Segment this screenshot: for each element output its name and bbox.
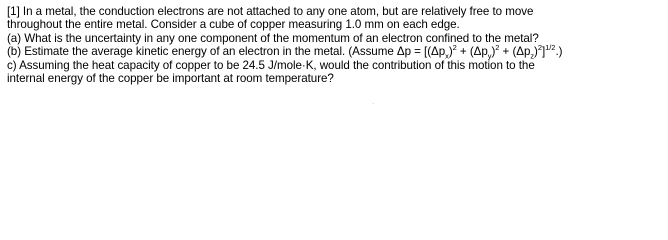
problem-intro-line-2: throughout the entire metal. Consider a cube of copper measuring 1.0 mm on each edge.	[7, 18, 460, 32]
part-c-question-line-1: c) Assuming the heat capacity of copper to be 24.5 J/mole·K, would the contribution of this motion to the	[7, 58, 535, 72]
part-a-question: (a) What is the uncertainty in any one component of the momentum of an electron confined to the metal?	[7, 31, 539, 45]
faint-scan-mark: -	[372, 99, 375, 108]
problem-intro-line-1: [1] In a metal, the conduction electrons are not attached to any one atom, but are relatively free to move	[7, 5, 534, 18]
part-b-formula: $\Delta p = [(\Delta p_x)^2 + (\Delta p_y)^2 + (\Delta p_z)^2]^{1/2}$.)	[396, 43, 563, 61]
part-b-question	[7, 43, 665, 61]
part-b-text: (b) Estimate the average kinetic energy of an electron in the metal. (Assume	[7, 45, 397, 59]
problem-text	[7, 5, 665, 85]
part-c-question-line-2: internal energy of the copper be important at room temperature?	[7, 72, 334, 86]
